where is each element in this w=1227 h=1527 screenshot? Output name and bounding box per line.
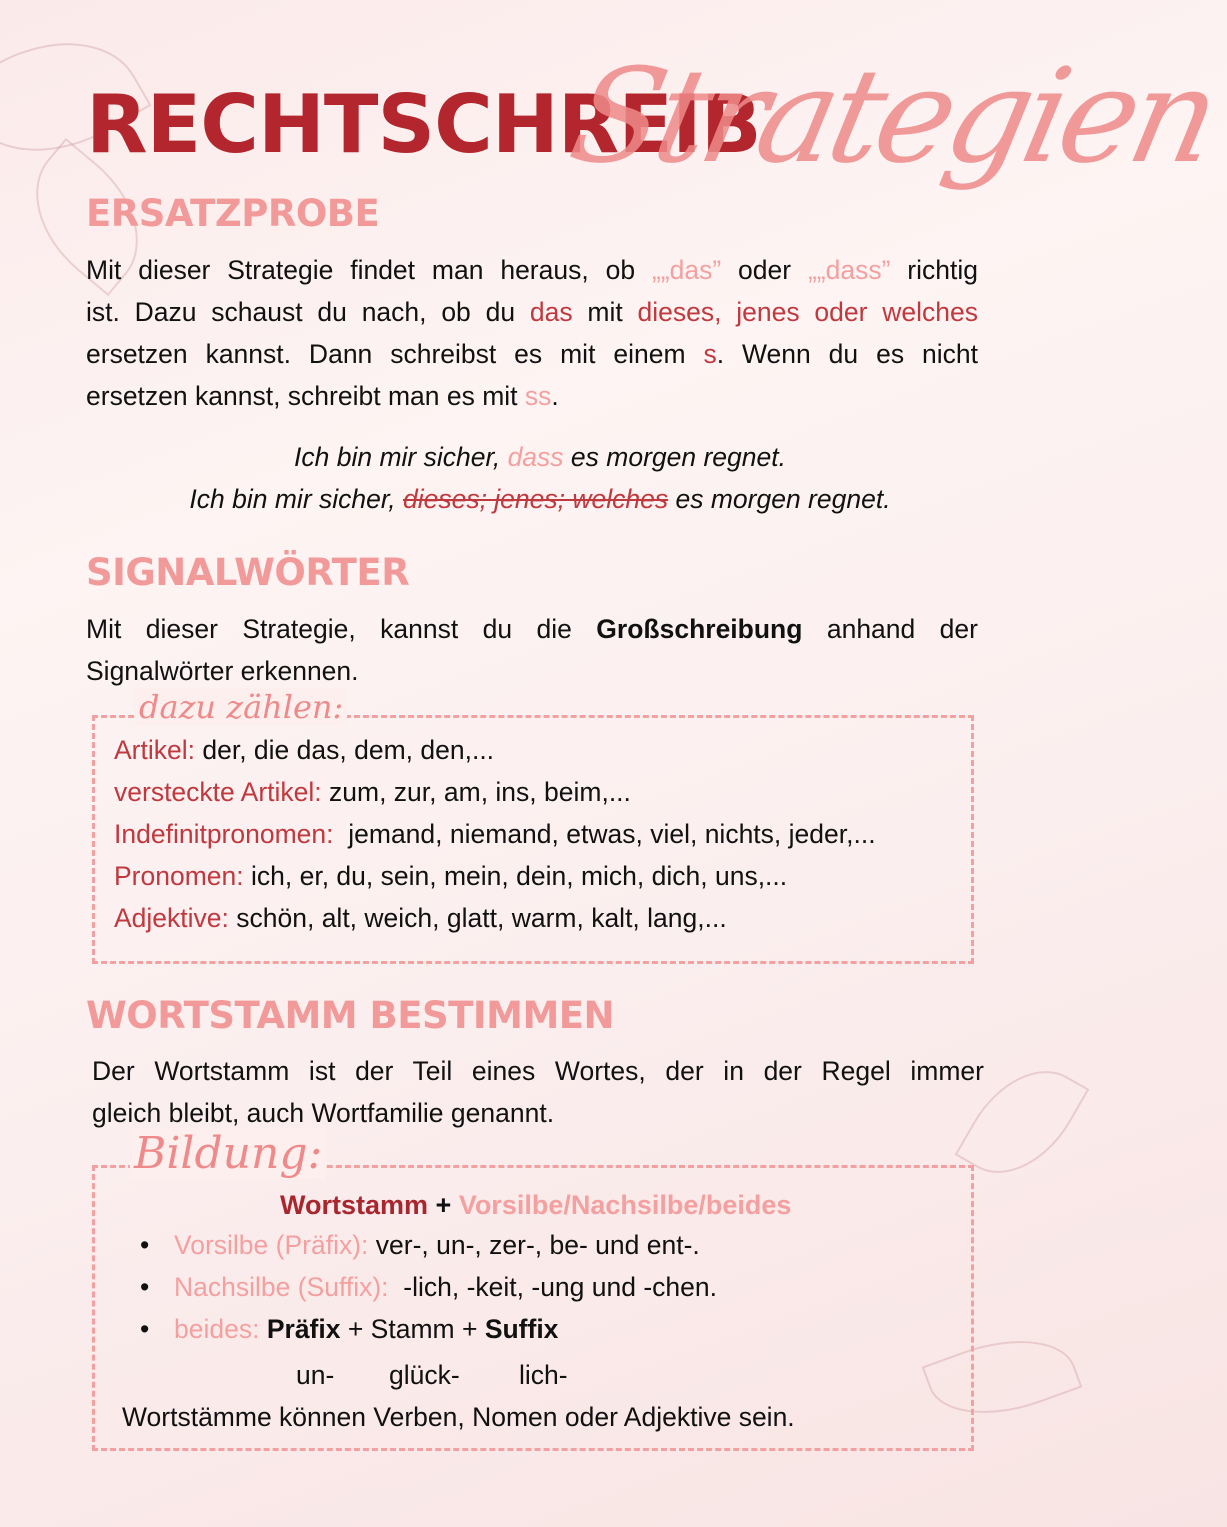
example-sentence-2: Ich bin mir sicher, dieses; jenes; welches es morgen regnet.	[189, 484, 891, 514]
list-item: versteckte Artikel: zum, zur, am, ins, beim,...	[114, 777, 631, 807]
wortstamm-text: Der Wortstamm ist der Teil eines Wortes, der in der Regel immer gleich bleibt, auch Wortfamilie genannt.	[92, 1056, 984, 1128]
list-item: Indefinitpronomen: jemand, niemand, etwas, viel, nichts, jeder,...	[114, 819, 876, 849]
list-item: Pronomen: ich, er, du, sein, mein, dein, mich, dich, uns,...	[114, 861, 788, 891]
formula: Wortstamm + Vorsilbe/Nachsilbe/beides	[280, 1190, 792, 1220]
list-item: Adjektive: schön, alt, weich, glatt, warm, kalt, lang,...	[114, 903, 727, 933]
example-glueck: glück-	[389, 1360, 460, 1390]
signalwoerter-list	[114, 735, 876, 945]
heading-ersatzprobe: ERSATZPROBE	[86, 192, 380, 235]
wortstamm-footer: Wortstämme können Verben, Nomen oder Adjektive sein.	[122, 1402, 795, 1432]
page-title: RECHTSCHREIB	[86, 78, 761, 171]
example-sentence-1: Ich bin mir sicher, dass es morgen regnet.	[294, 442, 786, 472]
heading-signalwoerter: SIGNALWÖRTER	[86, 551, 410, 594]
example-lich: lich-	[519, 1360, 568, 1390]
note-bildung: Bildung:	[130, 1128, 326, 1179]
ersatzprobe-text: Mit dieser Strategie findet man heraus, ob „„das” oder „„dass” richtig ist. Dazu schaust du nach, ob du das mit dieses, jenes oder welches ersetzen kannst. Dann schreibst es mit einem s. Wenn du es nicht ersetzen kannst, schreibt man es mit ss.	[86, 255, 978, 411]
heading-wortstamm: WORTSTAMM BESTIMMEN	[86, 994, 615, 1037]
list-item: Artikel: der, die das, dem, den,...	[114, 735, 495, 765]
bullet-list	[140, 1230, 717, 1356]
example-un: un-	[296, 1360, 335, 1390]
page-title-script: Strategien	[558, 40, 1227, 192]
list-item: • beides: Präfix + Stamm + Suffix	[140, 1314, 559, 1344]
list-item: • Nachsilbe (Suffix): -lich, -keit, -ung und -chen.	[140, 1272, 718, 1302]
signalwoerter-text: Mit dieser Strategie, kannst du die Großschreibung anhand der Signalwörter erkennen.	[86, 614, 978, 686]
list-item: • Vorsilbe (Präfix): ver-, un-, zer-, be- und ent-.	[140, 1230, 700, 1260]
note-dazu-zaehlen: dazu zählen:	[135, 688, 347, 726]
